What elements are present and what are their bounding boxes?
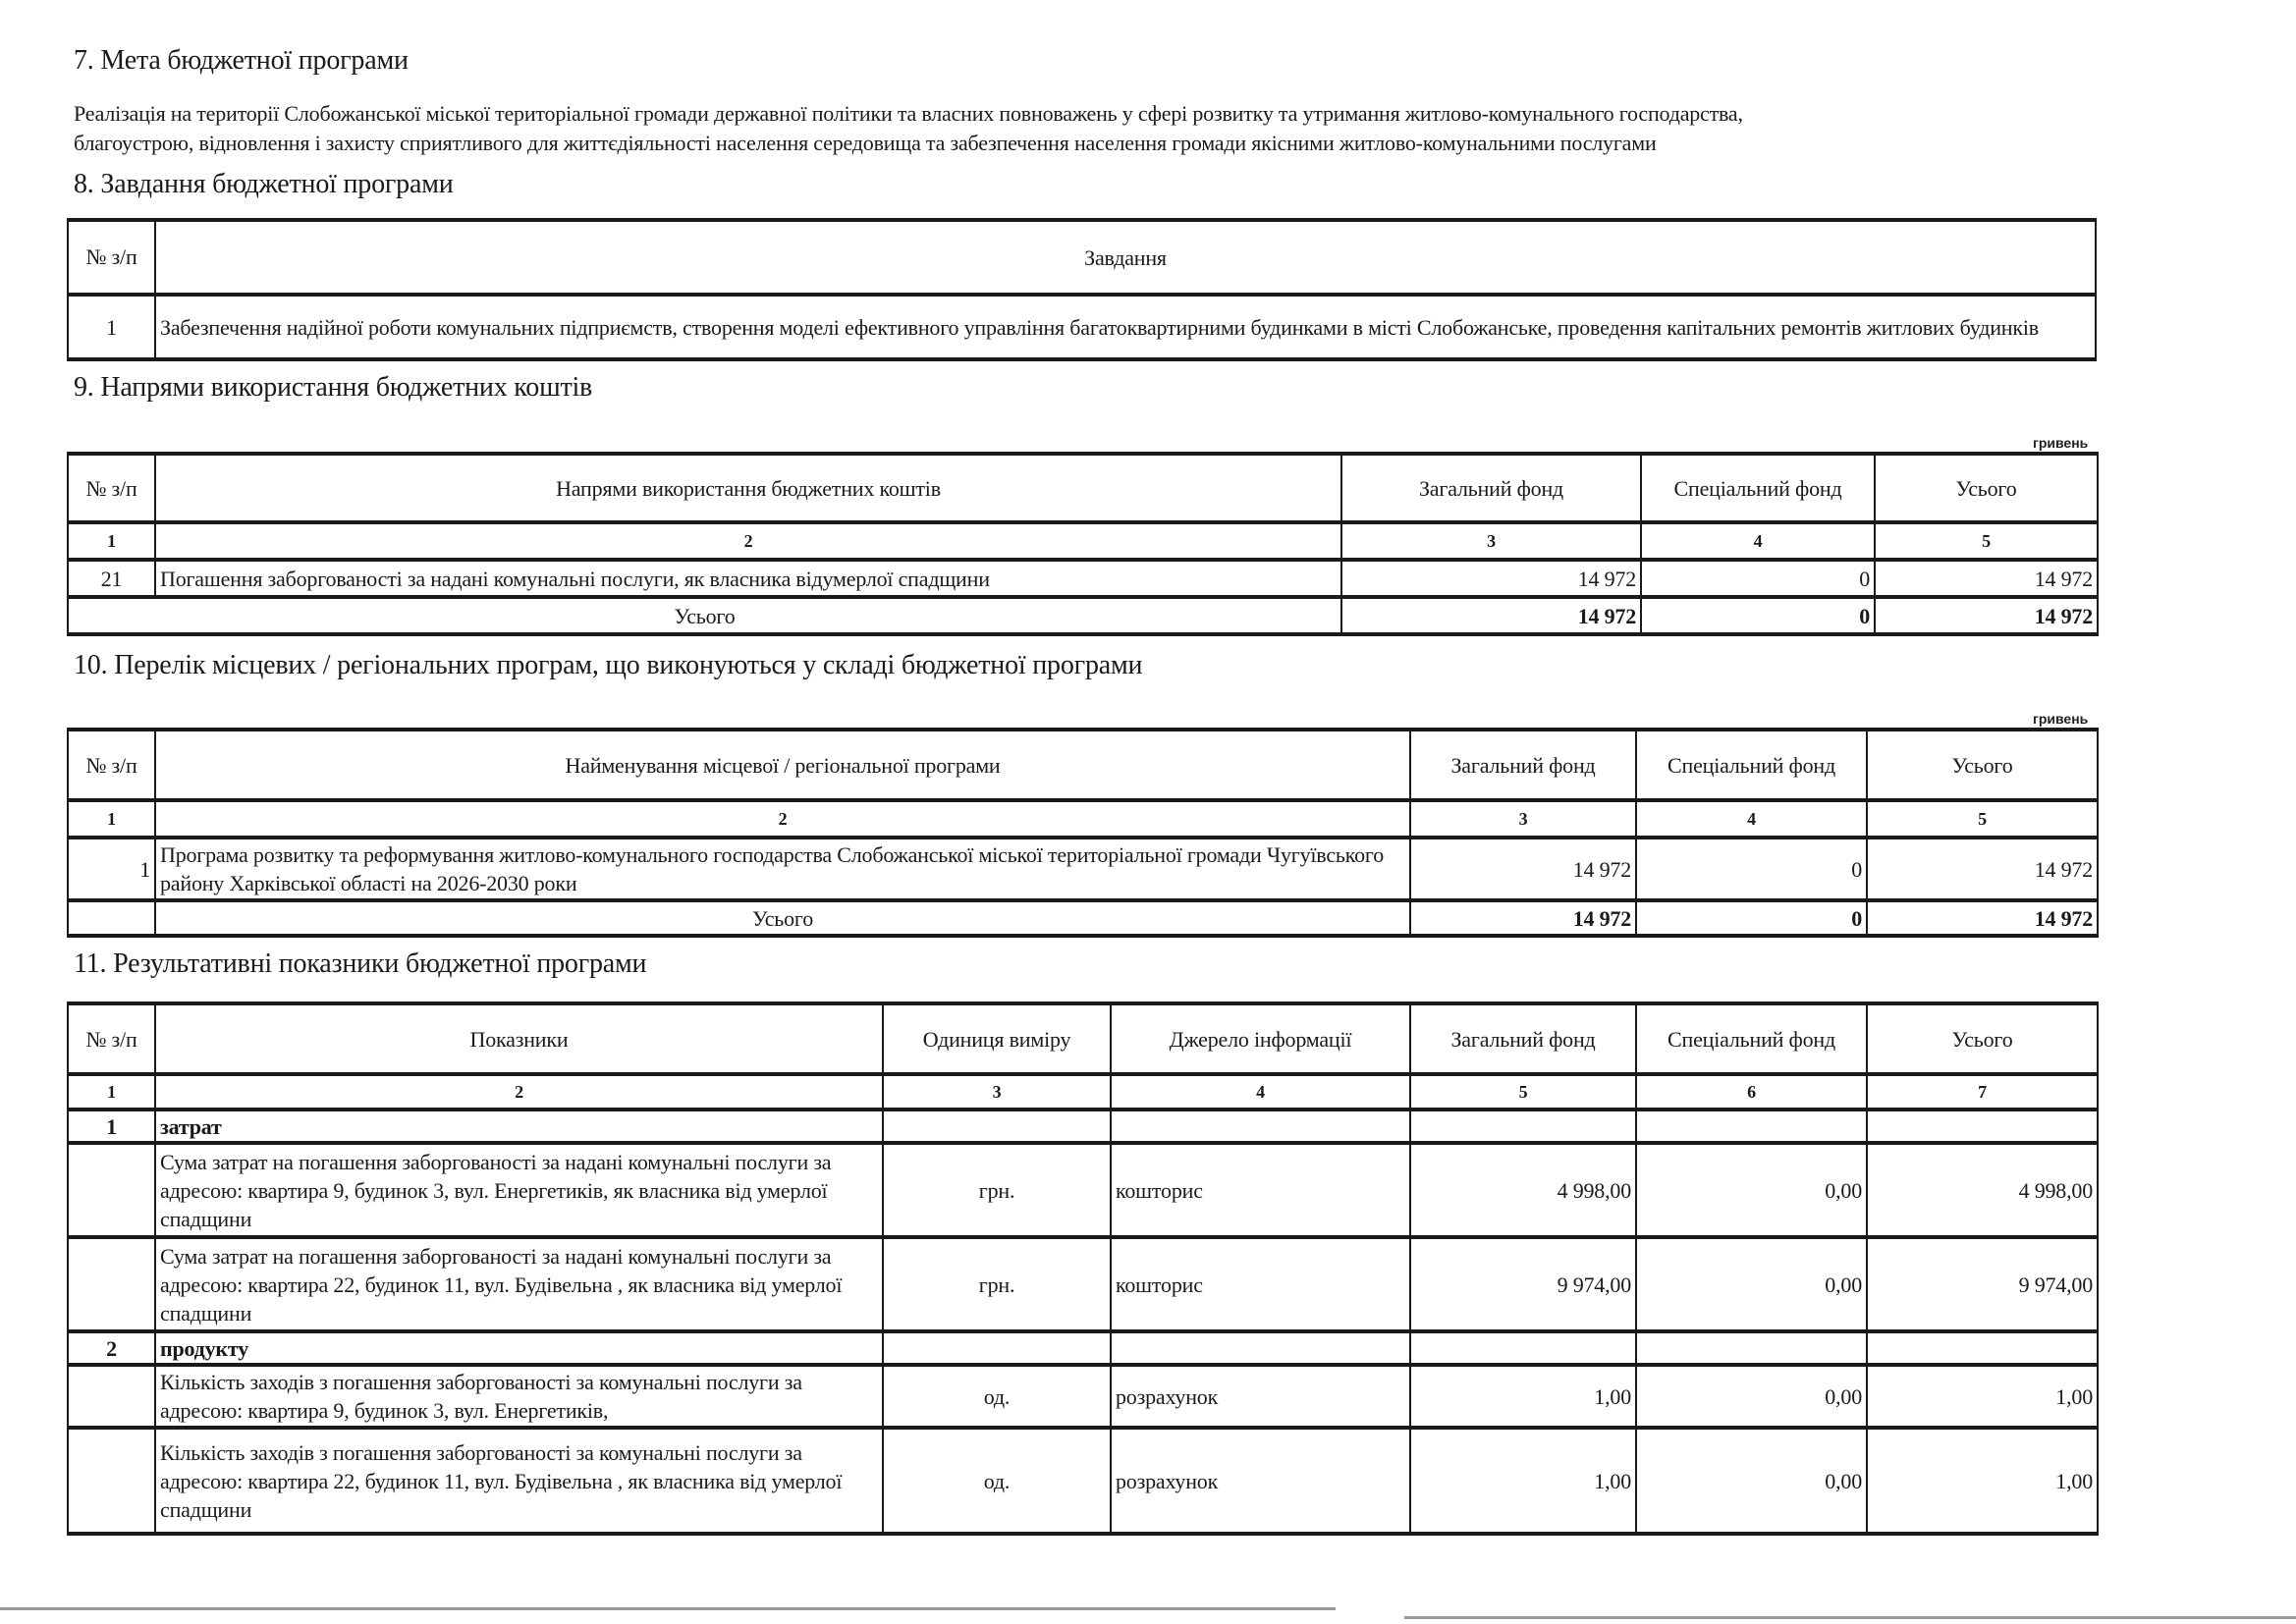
column-index: 4: [1111, 1074, 1410, 1110]
header-total: Усього: [1867, 1003, 2098, 1074]
program-num: 1: [68, 838, 155, 900]
program-name: Програма розвитку та реформування житлово-комунального господарства Слобожанської міської територіальної громади Чугуївського району Харківської області на 2026-2030 роки: [155, 838, 1410, 900]
unit-value: грн.: [883, 1143, 1111, 1237]
section-7-text-line-2: благоустрою, відновлення і захисту сприятливого для життєдіяльності населення середовища та забезпечення населення громади якісними житлово-комунальними послугами: [74, 131, 1657, 155]
indicator-text: Сума затрат на погашення заборгованості за надані комунальні послуги за адресою: квартира 22, будинок 11, вул. Будівельна , як власника від умерлої спадщини: [155, 1237, 883, 1331]
header-num: № з/п: [68, 220, 155, 295]
group-label: затрат: [155, 1110, 883, 1143]
header-direction: Напрями використання бюджетних коштів: [155, 454, 1341, 522]
column-index: 7: [1867, 1074, 2098, 1110]
header-total: Усього: [1867, 730, 2098, 800]
total-value: 4 998,00: [1867, 1143, 2098, 1237]
table-row: [68, 1365, 2098, 1428]
header-program-name: Найменування місцевої / регіональної програми: [155, 730, 1410, 800]
total-sum: 14 972: [1875, 597, 2098, 634]
header-general-fund: Загальний фонд: [1341, 454, 1641, 522]
total-value: 1,00: [1867, 1428, 2098, 1534]
column-index: 5: [1410, 1074, 1636, 1110]
group-num: 2: [68, 1331, 155, 1365]
column-index: 2: [155, 1074, 883, 1110]
total-special-fund: 0: [1641, 597, 1875, 634]
column-index: 1: [68, 1074, 155, 1110]
section-10-title: 10. Перелік місцевих / регіональних програм, що виконуються у складі бюджетної програми: [74, 650, 1143, 680]
page-edge-line: [1404, 1616, 2296, 1619]
column-index: 1: [68, 800, 155, 838]
total-sum: 14 972: [1867, 900, 2098, 936]
group-row-costs: [68, 1110, 2098, 1143]
special-fund-value: 0,00: [1636, 1428, 1867, 1534]
column-index: 2: [155, 800, 1410, 838]
page-edge-line: [0, 1607, 1336, 1610]
empty-cell: [68, 900, 155, 936]
total-value: 9 974,00: [1867, 1237, 2098, 1331]
header-num: № з/п: [68, 454, 155, 522]
header-special-fund: Спеціальний фонд: [1641, 454, 1875, 522]
total-special-fund: 0: [1636, 900, 1867, 936]
source-value: розрахунок: [1111, 1428, 1410, 1534]
group-row-product: [68, 1331, 2098, 1365]
column-index: 2: [155, 522, 1341, 560]
general-fund-value: 14 972: [1341, 560, 1641, 597]
general-fund-value: 4 998,00: [1410, 1143, 1636, 1237]
tasks-header-row: [68, 220, 2096, 295]
header-indicator: Показники: [155, 1003, 883, 1074]
column-index: 4: [1636, 800, 1867, 838]
column-index: 4: [1641, 522, 1875, 560]
unit-value: грн.: [883, 1237, 1111, 1331]
header-general-fund: Загальний фонд: [1410, 1003, 1636, 1074]
header-task: Завдання: [155, 220, 2096, 295]
table-row: [68, 1143, 2098, 1237]
table-row: [68, 560, 2098, 597]
header-source: Джерело інформації: [1111, 1003, 1410, 1074]
source-value: кошторис: [1111, 1143, 1410, 1237]
regional-programs-table: [67, 728, 2099, 938]
unit-value: од.: [883, 1428, 1111, 1534]
directions-header-row: [68, 454, 2098, 522]
direction-text: Погашення заборгованості за надані комунальні послуги, як власника відумерлої спадщини: [155, 560, 1341, 597]
special-fund-value: 0,00: [1636, 1143, 1867, 1237]
group-num: 1: [68, 1110, 155, 1143]
general-fund-value: 1,00: [1410, 1428, 1636, 1534]
column-index: 5: [1875, 522, 2098, 560]
general-fund-value: 1,00: [1410, 1365, 1636, 1428]
section-10-unit: гривень: [2033, 711, 2089, 727]
table-row: [68, 1237, 2098, 1331]
header-general-fund: Загальний фонд: [1410, 730, 1636, 800]
header-total: Усього: [1875, 454, 2098, 522]
source-value: кошторис: [1111, 1237, 1410, 1331]
total-value: 14 972: [1867, 838, 2098, 900]
total-general-fund: 14 972: [1410, 900, 1636, 936]
source-value: розрахунок: [1111, 1365, 1410, 1428]
header-unit: Одиниця виміру: [883, 1003, 1111, 1074]
section-7-title: 7. Мета бюджетної програми: [74, 45, 409, 76]
indicator-text: Сума затрат на погашення заборгованості за надані комунальні послуги за адресою: квартира 9, будинок 3, вул. Енергетиків, як власника від умерлої спадщини: [155, 1143, 883, 1237]
section-9-unit: гривень: [2033, 435, 2089, 451]
table-row: [68, 295, 2096, 359]
column-index: 3: [1410, 800, 1636, 838]
total-row: [68, 900, 2098, 936]
table-row: [68, 1428, 2098, 1534]
total-label: Усього: [155, 900, 1410, 936]
programs-header-row: [68, 730, 2098, 800]
direction-num: 21: [68, 560, 155, 597]
indicator-text: Кількість заходів з погашення заборгованості за комунальні послуги за адресою: квартира 9, будинок 3, вул. Енергетиків,: [155, 1365, 883, 1428]
header-num: № з/п: [68, 730, 155, 800]
header-num: № з/п: [68, 1003, 155, 1074]
task-text: Забезпечення надійної роботи комунальних підприємств, створення моделі ефективного управління багатоквартирними будинками в місті Слобожанське, проведення капітальних ремонтів житлових будинків: [155, 295, 2096, 359]
column-index: 3: [883, 1074, 1111, 1110]
column-index: 5: [1867, 800, 2098, 838]
total-label: Усього: [68, 597, 1341, 634]
section-9-title: 9. Напрями використання бюджетних коштів: [74, 372, 593, 403]
performance-indicators-table: [67, 1001, 2099, 1536]
tasks-table: [67, 218, 2097, 361]
section-7-text-line-1: Реалізація на території Слобожанської міської територіальної громади державної політики та власних повноважень у сфері розвитку та утримання житлово-комунального господарства,: [74, 101, 1743, 126]
general-fund-value: 9 974,00: [1410, 1237, 1636, 1331]
header-special-fund: Спеціальний фонд: [1636, 1003, 1867, 1074]
special-fund-value: 0: [1636, 838, 1867, 900]
column-index-row: [68, 800, 2098, 838]
indicators-header-row: [68, 1003, 2098, 1074]
column-index: 6: [1636, 1074, 1867, 1110]
total-value: 14 972: [1875, 560, 2098, 597]
column-index-row: [68, 522, 2098, 560]
section-8-title: 8. Завдання бюджетної програми: [74, 169, 454, 199]
special-fund-value: 0,00: [1636, 1237, 1867, 1331]
indicator-text: Кількість заходів з погашення заборгованості за комунальні послуги за адресою: квартира 22, будинок 11, вул. Будівельна , як власника від умерлої спадщини: [155, 1428, 883, 1534]
total-general-fund: 14 972: [1341, 597, 1641, 634]
column-index: 3: [1341, 522, 1641, 560]
table-row: [68, 838, 2098, 900]
special-fund-value: 0: [1641, 560, 1875, 597]
section-11-title: 11. Результативні показники бюджетної програми: [74, 948, 647, 979]
total-row: [68, 597, 2098, 634]
special-fund-value: 0,00: [1636, 1365, 1867, 1428]
column-index-row: [68, 1074, 2098, 1110]
total-value: 1,00: [1867, 1365, 2098, 1428]
general-fund-value: 14 972: [1410, 838, 1636, 900]
task-num: 1: [68, 295, 155, 359]
unit-value: од.: [883, 1365, 1111, 1428]
column-index: 1: [68, 522, 155, 560]
budget-directions-table: [67, 452, 2099, 636]
group-label: продукту: [155, 1331, 883, 1365]
header-special-fund: Спеціальний фонд: [1636, 730, 1867, 800]
